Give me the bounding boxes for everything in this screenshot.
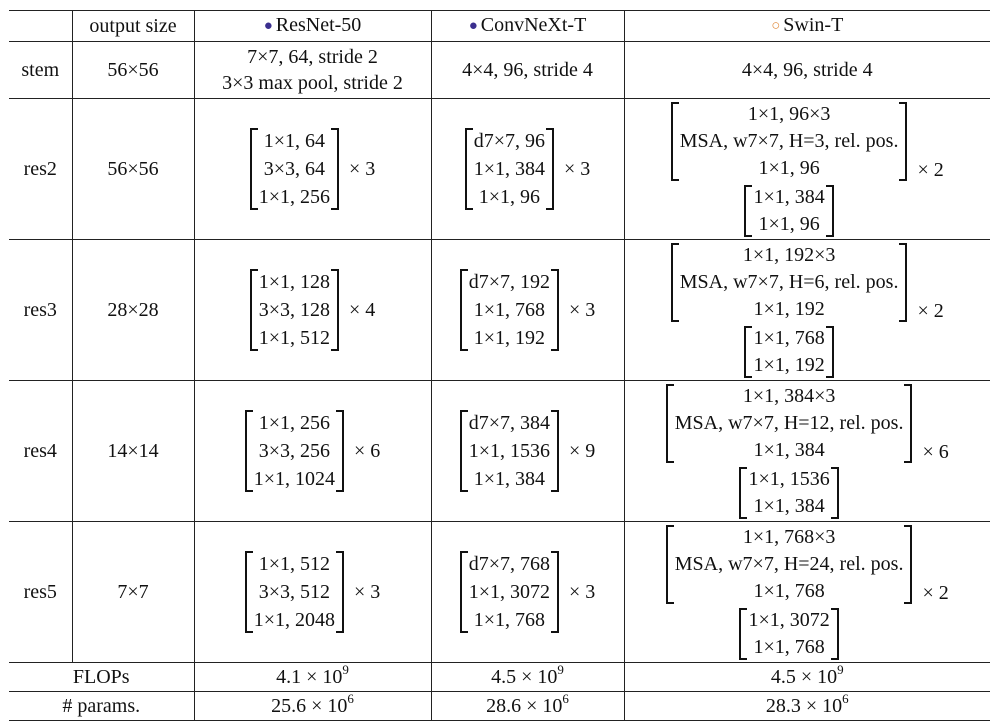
flops-convnext (431, 663, 624, 692)
resnet-bracket-matrix (245, 409, 344, 493)
stage-resnet-block (194, 240, 431, 381)
params-label: # params. (9, 692, 194, 721)
resnet-repeat: × 3 (349, 158, 376, 180)
swin-block-stack (666, 383, 913, 520)
swin-attn-bracket-matrix (666, 383, 913, 464)
stage-resnet-block (194, 99, 431, 240)
flops-row (9, 663, 990, 692)
params-resnet (194, 692, 431, 721)
swin-mlp-bracket-matrix (744, 184, 833, 238)
resnet-bracket-matrix-line: 1×1, 512 (258, 553, 330, 575)
header-resnet (194, 11, 431, 42)
swin-block-stack (666, 524, 913, 661)
swin-attn-bracket-matrix-line: 1×1, 384 (753, 439, 825, 461)
stage-row-res5 (9, 522, 990, 663)
header-blank (9, 11, 72, 42)
resnet-bracket-matrix-line: 1×1, 256 (258, 186, 330, 208)
stage-swin-block (624, 99, 990, 240)
swin-block-row (666, 383, 949, 520)
resnet-dot-icon: ● (263, 18, 273, 34)
resnet-repeat: × 4 (349, 299, 376, 321)
resnet-block-row (250, 268, 376, 352)
swin-mlp-bracket-matrix-line: 1×1, 384 (753, 186, 825, 208)
resnet-bracket-matrix-line: 1×1, 2048 (253, 609, 335, 631)
header-row (9, 11, 990, 42)
swin-attn-bracket-matrix-line: 1×1, 96×3 (747, 103, 831, 125)
swin-mlp-bracket-matrix-line: 1×1, 384 (753, 495, 825, 517)
header-output-size: output size (72, 11, 194, 42)
params-row (9, 692, 990, 721)
params-convnext (431, 692, 624, 721)
stage-convnext-block (431, 381, 624, 522)
stem-resnet-line2: 3×3 max pool, stride 2 (222, 72, 403, 94)
stem-resnet-line1: 7×7, 64, stride 2 (247, 46, 378, 68)
swin-repeat: × 2 (922, 581, 949, 604)
swin-repeat: × 2 (917, 299, 944, 322)
swin-attn-bracket-matrix-line: MSA, w7×7, H=24, rel. pos. (674, 553, 904, 575)
convnext-bracket-matrix-line: 1×1, 768 (473, 299, 545, 321)
resnet-bracket-matrix-line: 3×3, 256 (258, 440, 330, 462)
resnet-bracket-matrix (250, 268, 339, 352)
swin-attn-bracket-matrix (671, 242, 908, 323)
architecture-table (9, 10, 990, 721)
swin-circle-icon: ○ (771, 18, 781, 34)
swin-mlp-bracket-matrix-line: 1×1, 768 (753, 636, 825, 658)
resnet-bracket-matrix-line: 1×1, 1024 (253, 468, 335, 490)
header-swin-label: Swin-T (783, 14, 844, 36)
stage-row-res4 (9, 381, 990, 522)
swin-mlp-bracket-matrix (739, 466, 838, 520)
stage-swin-block (624, 381, 990, 522)
stage-convnext-block (431, 240, 624, 381)
stem-convnext: 4×4, 96, stride 4 (431, 42, 624, 99)
resnet-block-row (245, 550, 381, 634)
swin-attn-bracket-matrix-line: MSA, w7×7, H=6, rel. pos. (679, 271, 899, 293)
params-swin-base: 28.3 × 10 (765, 695, 843, 717)
header-swin (624, 11, 990, 42)
convnext-bracket-matrix-line: 1×1, 384 (473, 468, 545, 490)
convnext-bracket-matrix-line: 1×1, 768 (473, 609, 545, 631)
convnext-bracket-matrix-line: 1×1, 384 (473, 158, 545, 180)
header-convnext (431, 11, 624, 42)
stage-output-size: 56×56 (72, 99, 194, 240)
params-convnext-exp: 6 (562, 691, 569, 707)
convnext-bracket-matrix-line: d7×7, 192 (468, 271, 550, 293)
convnext-repeat: × 9 (569, 440, 596, 462)
swin-attn-bracket-matrix-line: 1×1, 768×3 (742, 526, 836, 548)
swin-mlp-bracket-matrix-line: 1×1, 96 (758, 213, 820, 235)
resnet-repeat: × 3 (354, 581, 381, 603)
stem-resnet (194, 42, 431, 99)
convnext-block-row (460, 268, 596, 352)
resnet-bracket-matrix-line: 1×1, 64 (263, 130, 325, 152)
stage-resnet-block (194, 381, 431, 522)
convnext-bracket-matrix (460, 268, 559, 352)
convnext-bracket-matrix-line: 1×1, 96 (478, 186, 540, 208)
flops-convnext-exp: 9 (557, 662, 564, 678)
stage-convnext-block (431, 99, 624, 240)
convnext-block-row (465, 127, 591, 211)
swin-attn-bracket-matrix (671, 101, 908, 182)
stem-label: stem (9, 42, 72, 99)
stage-label: res3 (9, 240, 72, 381)
convnext-bracket-matrix-line: d7×7, 384 (468, 412, 550, 434)
flops-resnet-exp: 9 (342, 662, 349, 678)
swin-attn-bracket-matrix-line: MSA, w7×7, H=3, rel. pos. (679, 130, 899, 152)
stage-output-size: 14×14 (72, 381, 194, 522)
stage-row-res2 (9, 99, 990, 240)
resnet-bracket-matrix-line: 3×3, 512 (258, 581, 330, 603)
flops-label: FLOPs (9, 663, 194, 692)
params-swin-exp: 6 (842, 691, 849, 707)
convnext-bracket-matrix-line: d7×7, 768 (468, 553, 550, 575)
stage-swin-block (624, 522, 990, 663)
swin-mlp-bracket-matrix-line: 1×1, 1536 (748, 468, 830, 490)
params-swin (624, 692, 990, 721)
convnext-bracket-matrix-line: d7×7, 96 (473, 130, 545, 152)
resnet-bracket-matrix (250, 127, 339, 211)
resnet-block-row (250, 127, 376, 211)
flops-resnet-base: 4.1 × 10 (276, 666, 343, 688)
flops-swin-base: 4.5 × 10 (770, 666, 838, 688)
swin-block-stack (671, 101, 908, 238)
convnext-repeat: × 3 (569, 581, 596, 603)
stage-output-size: 7×7 (72, 522, 194, 663)
header-resnet-label: ResNet-50 (275, 14, 362, 36)
flops-swin (624, 663, 990, 692)
swin-block-stack (671, 242, 908, 379)
resnet-bracket-matrix-line: 3×3, 128 (258, 299, 330, 321)
resnet-bracket-matrix-line: 1×1, 256 (258, 412, 330, 434)
swin-attn-bracket-matrix-line: 1×1, 192 (753, 298, 825, 320)
swin-attn-bracket-matrix-line: 1×1, 768 (753, 580, 825, 602)
resnet-bracket-matrix-line: 1×1, 512 (258, 327, 330, 349)
stage-label: res4 (9, 381, 72, 522)
swin-block-row (671, 101, 944, 238)
stem-output-size: 56×56 (72, 42, 194, 99)
convnext-repeat: × 3 (569, 299, 596, 321)
resnet-bracket-matrix-line: 3×3, 64 (263, 158, 325, 180)
swin-mlp-bracket-matrix (744, 325, 833, 379)
stage-convnext-block (431, 522, 624, 663)
stage-row-res3 (9, 240, 990, 381)
swin-attn-bracket-matrix-line: 1×1, 96 (758, 157, 820, 179)
swin-mlp-bracket-matrix-line: 1×1, 768 (753, 327, 825, 349)
flops-swin-exp: 9 (837, 662, 844, 678)
swin-block-row (666, 524, 949, 661)
convnext-dot-icon: ● (468, 18, 478, 34)
params-resnet-base: 25.6 × 10 (271, 695, 348, 717)
resnet-bracket-matrix-line: 1×1, 128 (258, 271, 330, 293)
swin-attn-bracket-matrix (666, 524, 913, 605)
swin-mlp-bracket-matrix (739, 607, 838, 661)
stage-swin-block (624, 240, 990, 381)
convnext-block-row (460, 409, 596, 493)
swin-attn-bracket-matrix-line: 1×1, 384×3 (742, 385, 836, 407)
swin-attn-bracket-matrix-line: MSA, w7×7, H=12, rel. pos. (674, 412, 904, 434)
swin-mlp-bracket-matrix-line: 1×1, 192 (753, 354, 825, 376)
convnext-bracket-matrix-line: 1×1, 192 (473, 327, 545, 349)
flops-convnext-base: 4.5 × 10 (491, 666, 558, 688)
stage-label: res5 (9, 522, 72, 663)
stem-row (9, 42, 990, 99)
params-resnet-exp: 6 (347, 691, 354, 707)
convnext-bracket-matrix-line: 1×1, 3072 (468, 581, 550, 603)
swin-repeat: × 2 (917, 158, 944, 181)
convnext-repeat: × 3 (564, 158, 591, 180)
swin-block-row (671, 242, 944, 379)
convnext-bracket-matrix (460, 550, 559, 634)
flops-resnet (194, 663, 431, 692)
stem-swin: 4×4, 96, stride 4 (624, 42, 990, 99)
convnext-bracket-matrix (465, 127, 554, 211)
resnet-block-row (245, 409, 381, 493)
swin-repeat: × 6 (922, 440, 949, 463)
resnet-repeat: × 6 (354, 440, 381, 462)
stage-resnet-block (194, 522, 431, 663)
swin-attn-bracket-matrix-line: 1×1, 192×3 (742, 244, 836, 266)
convnext-bracket-matrix-line: 1×1, 1536 (468, 440, 550, 462)
params-convnext-base: 28.6 × 10 (486, 695, 563, 717)
convnext-bracket-matrix (460, 409, 559, 493)
resnet-bracket-matrix (245, 550, 344, 634)
header-convnext-label: ConvNeXt-T (480, 14, 587, 36)
stage-label: res2 (9, 99, 72, 240)
stage-output-size: 28×28 (72, 240, 194, 381)
swin-mlp-bracket-matrix-line: 1×1, 3072 (748, 609, 830, 631)
convnext-block-row (460, 550, 596, 634)
